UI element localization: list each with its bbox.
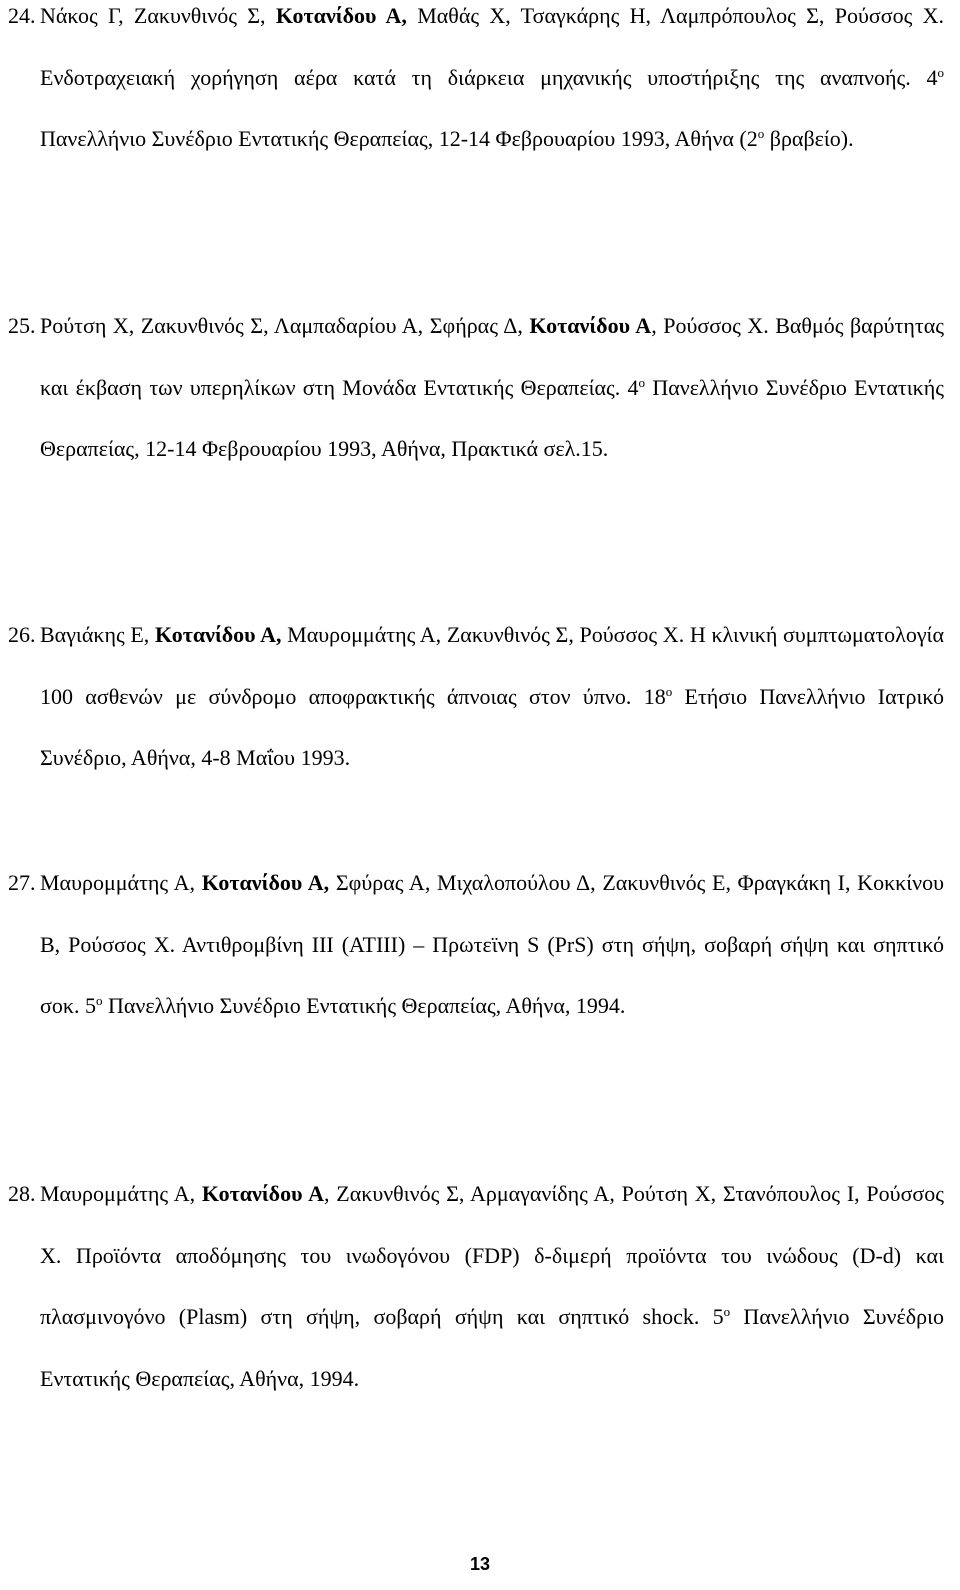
reference-author-highlight: Κοτανίδου Α, bbox=[275, 3, 407, 28]
reference-text-part: Ετήσιο Πανελλήνιο Ιατρικό Συνέδριο, Αθήνα, 4-8 Μαΐου 1993. bbox=[40, 683, 944, 770]
reference-27 bbox=[8, 852, 944, 1037]
reference-text-part: Πανελλήνιο Συνέδριο Εντατικής Θεραπείας, Αθήνα, 1994. bbox=[102, 993, 626, 1018]
reference-number: 28. bbox=[8, 1181, 36, 1206]
reference-text-part: Βαγιάκης Ε, bbox=[40, 622, 155, 647]
reference-text-part: , Ρούσσος Χ. Βαθμός βαρύτητας και έκβαση των υπερηλίκων στη Μονάδα Εντατικής Θεραπείας. 4 bbox=[40, 313, 944, 400]
ordinal-superscript: ο bbox=[638, 374, 646, 390]
reference-text-part: Σφύρας Α, Μιχαλοπούλου Δ, Ζακυνθινός Ε, Φραγκάκη Ι, Κοκκίνου Β, Ρούσσος Χ. Αντιθρομβίνη ΙΙΙ (ΑΤΙΙΙ) – Πρωτεϊνη S (PrS) στη σήψη, σοβαρή σήψη και σηπτικό σοκ. 5 bbox=[40, 870, 944, 1018]
ordinal-superscript: ο bbox=[757, 126, 765, 141]
reference-text-part: , Ζακυνθινός Σ, Αρμαγανίδης Α, Ρούτση Χ, Στανόπουλος Ι, Ρούσσος Χ. Προϊόντα αποδόμησης του ινωδογόνου (FDP) δ-διμερή προϊόντα του ινώδους (D-d) και πλασμινογόνο (Plasm) στη σήψη, σοβαρή σήψη και σηπτικό shock. 5 bbox=[40, 1181, 944, 1329]
reference-text-part: Μαυρομμάτης Α, bbox=[40, 870, 202, 895]
reference-26 bbox=[8, 604, 944, 789]
reference-author-highlight: Κοτανίδου Α bbox=[529, 313, 652, 338]
reference-author-highlight: Κοτανίδου Α bbox=[201, 1181, 324, 1206]
reference-number: 26. bbox=[8, 622, 36, 647]
reference-author-highlight: Κοτανίδου Α, bbox=[201, 870, 330, 895]
page-number: 13 bbox=[469, 1554, 491, 1574]
reference-number: 25. bbox=[8, 313, 36, 338]
reference-number: 24. bbox=[8, 3, 36, 28]
reference-28 bbox=[8, 1163, 944, 1409]
reference-text-part: Πανελλήνιο Συνέδριο Εντατικής Θεραπείας, 12-14 Φεβρουαρίου 1993, Αθήνα (2 bbox=[40, 126, 758, 151]
ordinal-superscript: ο bbox=[723, 1304, 731, 1319]
reference-text-part: Ρούτση Χ, Ζακυνθινός Σ, Λαμπαδαρίου Α, Σφήρας Δ, bbox=[40, 313, 530, 338]
reference-text-part: Νάκος Γ, Ζακυνθινός Σ, bbox=[40, 3, 276, 28]
reference-25 bbox=[8, 295, 944, 480]
ordinal-superscript: ο bbox=[665, 683, 673, 699]
reference-author-highlight: Κοτανίδου Α, bbox=[155, 622, 282, 647]
reference-24 bbox=[8, 0, 944, 170]
reference-text-part: Μαθάς Χ, Τσαγκάρης Η, Λαμπρόπουλος Σ, Ρούσσος Χ. Ενδοτραχειακή χορήγηση αέρα κατά τη διάρκεια μηχανικής υποστήριξης της αναπνοής. 4 bbox=[40, 3, 944, 90]
reference-number: 27. bbox=[8, 870, 36, 895]
reference-text-part: βραβείο). bbox=[764, 126, 854, 151]
reference-text-part: Μαυρομμάτης Α, Ζακυνθινός Σ, Ρούσσος Χ. Η κλινική συμπτωματολογία 100 ασθενών με σύνδρομο αποφρακτικής άπνοιας στον ύπνο. 18 bbox=[40, 622, 944, 709]
reference-text-part: Μαυρομμάτης Α, bbox=[40, 1181, 202, 1206]
reference-text-part: Πανελλήνιο Συνέδριο Εντατικής Θεραπείας, Αθήνα, 1994. bbox=[40, 1304, 944, 1391]
ordinal-superscript: ο bbox=[95, 993, 103, 1008]
reference-text-part: Πανελλήνιο Συνέδριο Εντατικής Θεραπείας, 12-14 Φεβρουαρίου 1993, Αθήνα, Πρακτικά σελ.15. bbox=[40, 374, 944, 461]
ordinal-superscript: ο bbox=[937, 64, 944, 80]
